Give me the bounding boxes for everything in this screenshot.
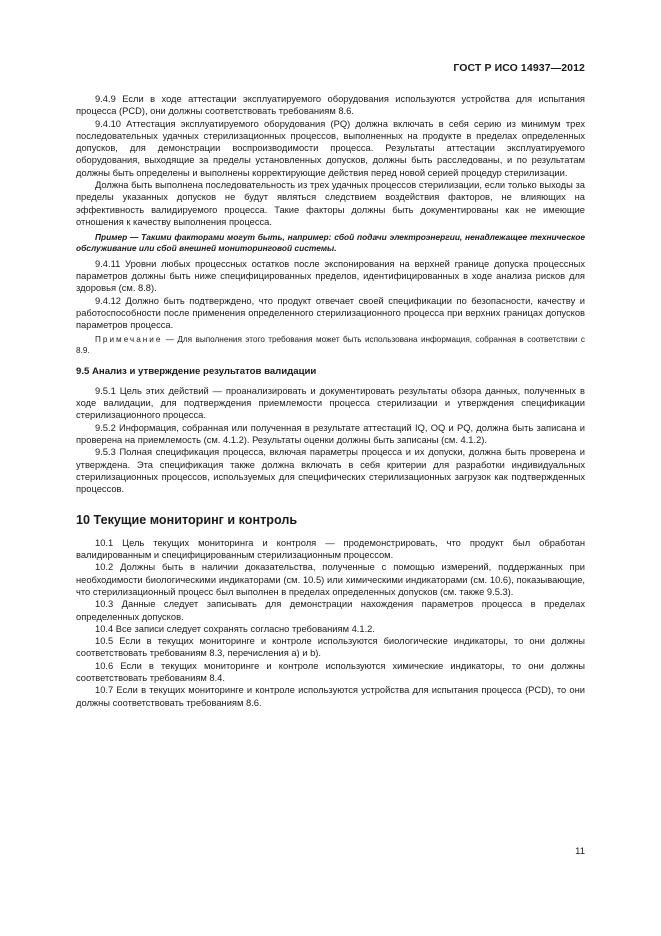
note-label: Примечание [95, 335, 163, 345]
paragraph-10-1: 10.1 Цель текущих мониторинга и контроля — продемонстрировать, что продукт был обработан валидированным и специфицированным стерилизационным процессом. [76, 537, 585, 561]
note-text: — Для выполнения этого требования может быть использована информация, собранная в соответствии с 8.9. [76, 335, 585, 356]
paragraph-10-2: 10.2 Должны быть в наличии доказательства, полученные с помощью измерений, поддержанных при необходимости биологическими индикаторами (см. 10.5) или химическими индикаторами (см. 10.6), показывающие, что стерилизационный процесс был выполнен в пределах определенных допусков (см. также 9.5.3). [76, 562, 585, 597]
section-heading-9-5: 9.5 Анализ и утверждение результатов валидации [76, 366, 317, 378]
paragraph-9-4-9: 9.4.9 Если в ходе аттестации эксплуатируемого оборудования используются устройства для испытания процесса (PCD), они должны соответствовать требованиям 8.6. [76, 94, 585, 117]
paragraph-10-3: 10.3 Данные следует записывать для демонстрации нахождения параметров процесса в пределах определенных допусков. [76, 599, 585, 622]
example-text: Пример — Такими факторами могут быть, например: сбой подачи электроэнергии, ненадлежащее техническое обслуживание или сбой внешней мониторинговой системы. [76, 232, 585, 254]
paragraph-9-5-1: 9.5.1 Цель этих действий — проанализировать и документировать результаты обзора данных, полученных в ходе валидации, для подтверждения приемлемости процесса стерилизации и утверждения спецификации стерилизационного процесса. [76, 385, 585, 421]
paragraph-9-4-10-continued: Должна быть выполнена последовательность из трех удачных процессов стерилизации, если только выходы за пределы указанных допусков не будут являться следствием воздействия факторов, не влияющих на эффективность валидируемого процесса. Такие факторы должны быть документированы как не имеющие отношения к качеству выполнения процесса. [76, 180, 585, 227]
paragraph-9-4-12: 9.4.12 Должно быть подтверждено, что продукт отвечает своей спецификации по безопасности, качеству и работоспособности после применения определенного стерилизационного процесса при верхних границах допусков параметров процесса. [76, 295, 585, 331]
paragraph-9-4-11: 9.4.11 Уровни любых процессных остатков после экспонирования на верхней границе допуска процессных параметров должны быть ниже специфицированных пределов, идентифицированных в ходе анализа рисков для здоровья (см. 8.8). [76, 258, 585, 294]
paragraph-9-5-3: 9.5.3 Полная спецификация процесса, включая параметры процесса и их допуски, должна быть проверена и утверждена. Эта спецификация также должна включать в себя критерии для разработки индивидуальных стерилизационных процессов, используемых для специфических стерилизационных загрузок как подтвержденных процессов. [76, 447, 585, 495]
paragraph-10-4: 10.4 Все записи следует сохранять согласно требованиям 4.1.2. [95, 623, 375, 634]
paragraph-10-7: 10.7 Если в текущих мониторинге и контроле используются устройства для испытания процесса (PCD), то они должны соответствовать требованиям 8.6. [76, 685, 585, 708]
document-body [76, 93, 585, 709]
page-number: 11 [575, 846, 585, 857]
paragraph-10-6: 10.6 Если в текущих мониторинге и контроле используются химические индикаторы, то они должны соответствовать требованиям 8.4. [76, 660, 585, 683]
section-heading-10: 10 Текущие мониторинг и контроль [76, 513, 298, 528]
paragraph-9-4-10: 9.4.10 Аттестация эксплуатируемого оборудования (PQ) должна включать в себя серию из минимум трех последовательных удачных стерилизационных процессов, выполненных на продукте в пределах определенных допусков, для демонстрации воспроизводимости процесса. Результаты аттестации эксплуатируемого оборудования, выходящие за пределы установленных допусков, должны быть расследованы, и по результатам должны быть определены и выполнены корректирующие действия перед новой серией процедур стерилизации. [76, 118, 585, 178]
paragraph-10-5: 10.5 Если в текущих мониторинге и контроле используются биологические индикаторы, то они должны соответствовать требованиям 8.3, перечисления а) и b). [76, 636, 585, 659]
note [76, 334, 585, 356]
standard-designation: ГОСТ Р ИСО 14937—2012 [453, 62, 585, 74]
paragraph-9-5-2: 9.5.2 Информация, собранная или полученная в результате аттестаций IQ, OQ и PQ, должна быть записана и проверена на приемлемость (см. 4.1.2). Результаты оценки должны быть записаны (см. 4.1.2). [76, 422, 585, 445]
